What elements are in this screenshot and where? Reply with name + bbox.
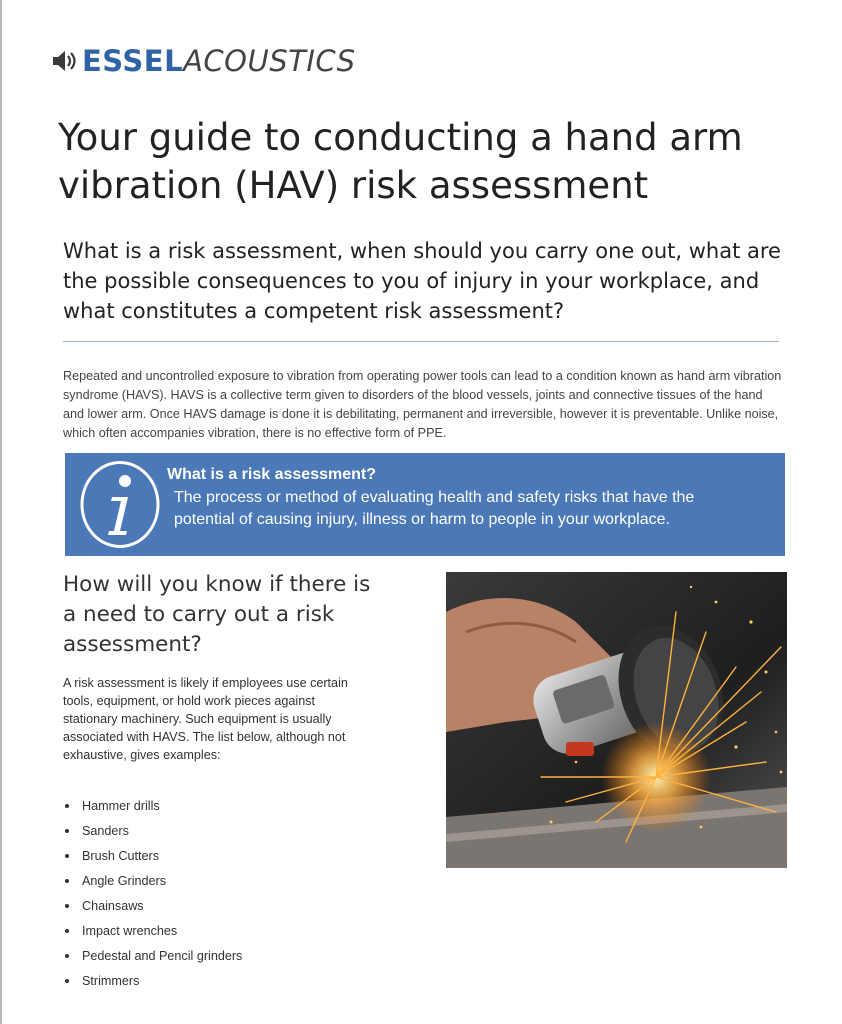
list-item <box>63 871 242 896</box>
info-icon <box>79 459 161 550</box>
callout-body: The process or method of evaluating health and safety risks that have the potential of causing injury, illness or harm to people in your workplace. <box>174 489 695 528</box>
list-item <box>63 846 242 871</box>
list-item-label: Hammer drills <box>82 799 160 813</box>
bullet-icon <box>65 829 69 833</box>
section-heading: How will you know if there is a need to carry out a risk assessment? <box>63 572 371 657</box>
bullet-icon <box>65 804 69 808</box>
callout-heading: What is a risk assessment? <box>167 466 376 483</box>
list-item-label: Brush Cutters <box>82 849 159 863</box>
examples-list <box>63 796 242 996</box>
page-edge <box>0 0 2 1024</box>
speaker-icon <box>50 46 80 76</box>
list-item-label: Chainsaws <box>82 899 144 913</box>
list-item <box>63 971 242 996</box>
intro-paragraph: Repeated and uncontrolled exposure to vibration from operating power tools can lead to a condition known as hand arm vibration syndrome (HAVS). HAVS is a collective term given to disorders of the blood vessels, joints and connective tissues of the hand and lower arm. Once HAVS damage is done it is debilitating, permanent and irreversible, however it is preventable. Unlike noise, which often accompanies vibration, there is no effective form of PPE. <box>63 369 782 440</box>
bullet-icon <box>65 979 69 983</box>
essel-acoustics-logo <box>50 44 356 78</box>
logo-light-text: ACOUSTICS <box>183 44 356 78</box>
list-item <box>63 946 242 971</box>
bullet-icon <box>65 904 69 908</box>
logo-bold-text: ESSEL <box>82 44 184 78</box>
bullet-icon <box>65 929 69 933</box>
bullet-icon <box>65 854 69 858</box>
definition-callout <box>65 453 785 556</box>
list-item <box>63 821 242 846</box>
list-item-label: Impact wrenches <box>82 924 178 938</box>
list-item-label: Sanders <box>82 824 129 838</box>
list-item-label: Strimmers <box>82 974 140 988</box>
list-item <box>63 796 242 821</box>
page-subtitle: What is a risk assessment, when should you carry one out, what are the possible consequences to you of injury in your workplace, and what constitutes a competent risk assessment? <box>63 239 781 323</box>
list-item-label: Pedestal and Pencil grinders <box>82 949 243 963</box>
list-item <box>63 896 242 921</box>
divider <box>63 341 779 342</box>
angle-grinder-photo <box>446 572 787 868</box>
bullet-icon <box>65 879 69 883</box>
angle-grinder-illustration <box>446 572 787 868</box>
bullet-icon <box>65 954 69 958</box>
list-item-label: Angle Grinders <box>82 874 166 888</box>
page-title: Your guide to conducting a hand arm vibration (HAV) risk assessment <box>58 116 743 207</box>
list-item <box>63 921 242 946</box>
section-body: A risk assessment is likely if employees use certain tools, equipment, or hold work pieces against stationary machinery. Such equipment is usually associated with HAVS. The list below, although not exhaustive, gives examples: <box>63 676 348 762</box>
